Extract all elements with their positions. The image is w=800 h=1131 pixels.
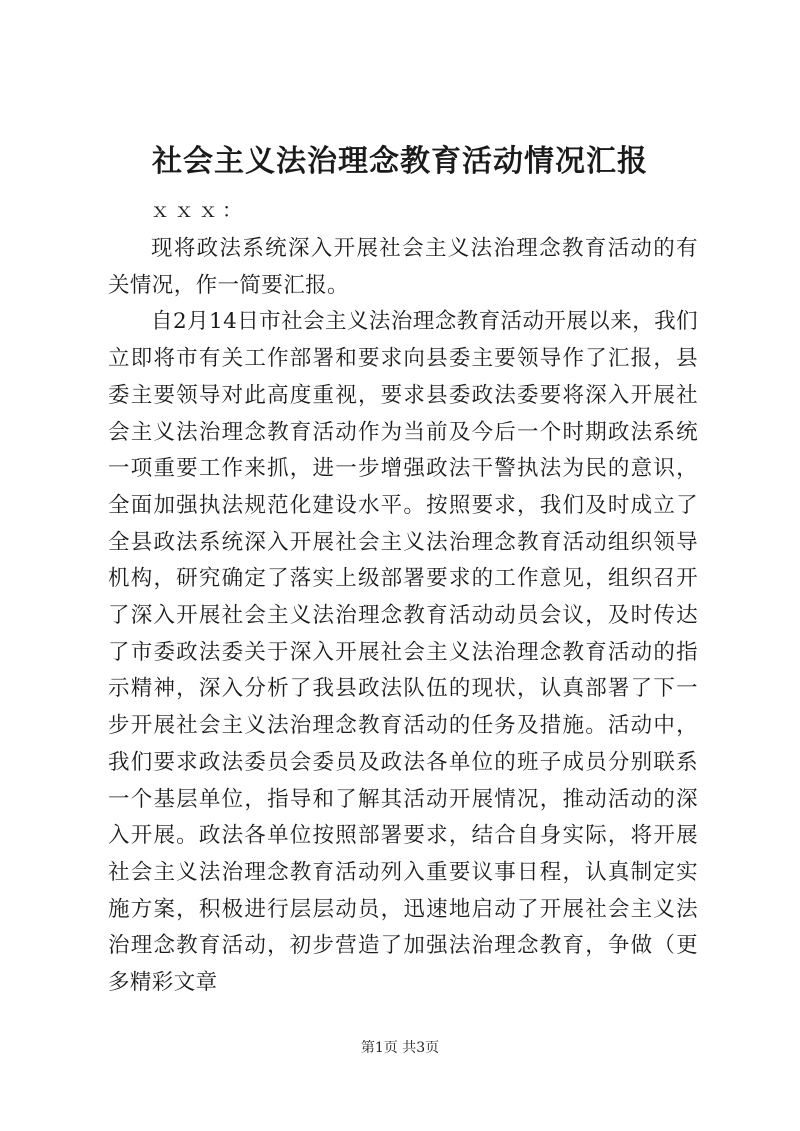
body-paragraph: 自2月14日市社会主义法治理念教育活动开展以来，我们立即将市有关工作部署和要求向县委主要领导作了汇报，县委主要领导对此高度重视，要求县委政法委要将深入开展社会主义法治理念教育活动作为当前及今后一个时期政法系统一项重要工作来抓，进一步增强政法干警执法为民的意识，全面加强执法规范化建设水平。按照要求，我们及时成立了全县政法系统深入开展社会主义法治理念教育活动组织领导机构，研究确定了落实上级部署要求的工作意见，组织召开了深入开展社会主义法治理念教育活动动员会议，及时传达了市委政法委关于深入开展社会主义法治理念教育活动的指示精神，深入分析了我县政法队伍的现状，认真部署了下一步开展社会主义法治理念教育活动的任务及措施。活动中，我们要求政法委员会委员及政法各单位的班子成员分别联系一个基层单位，指导和了解其活动开展情况，推动活动的深入开展。政法各单位按照部署要求，结合自身实际，将开展社会主义法治理念教育活动列入重要议事日程，认真制定实施方案，积极进行层层动员，迅速地启动了开展社会主义法治理念教育活动，初步营造了加强法治理念教育，争做（更多精彩文章 [108,309,698,996]
body-paragraph: 现将政法系统深入开展社会主义法治理念教育活动的有关情况，作一简要汇报。 [108,236,698,298]
document-body [108,231,698,1002]
document-title: 社会主义法治理念教育活动情况汇报 [152,144,648,179]
page-footer: 第1页 共3页 [360,1040,440,1056]
salutation: ｘｘｘ： [150,198,246,222]
